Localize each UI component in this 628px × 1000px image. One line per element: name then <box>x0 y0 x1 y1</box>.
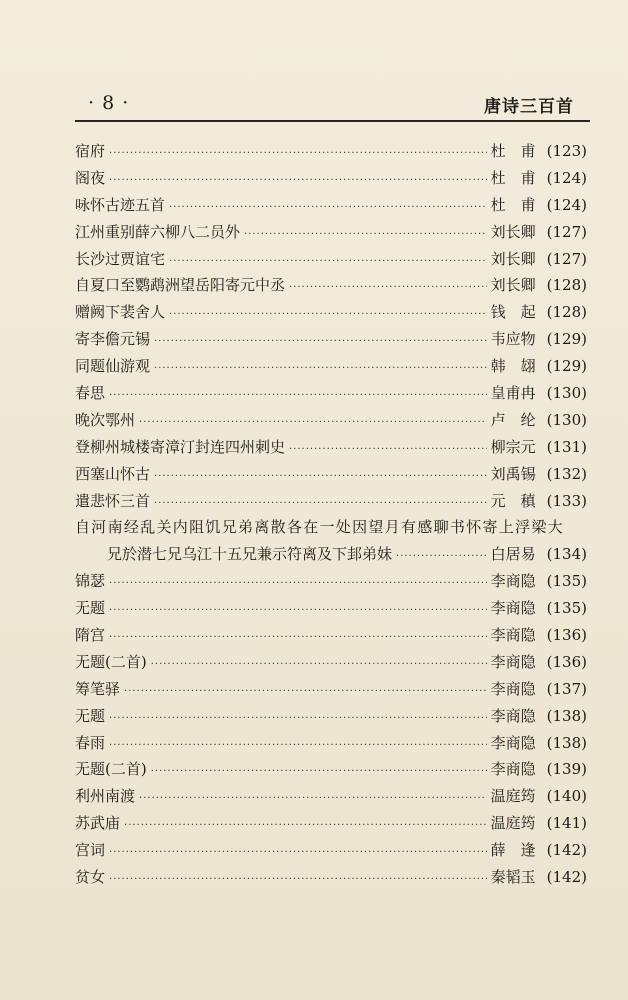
toc-entry <box>75 140 587 167</box>
entry-page: (131) <box>546 437 587 456</box>
entry-author: 李商隐 <box>490 733 536 752</box>
entry-page: (142) <box>546 841 587 860</box>
dot-leader <box>244 229 487 240</box>
entry-title: 锦瑟 <box>75 572 106 591</box>
toc-entry <box>75 651 587 678</box>
entry-author: 李商隐 <box>490 679 536 698</box>
dot-leader <box>109 148 487 159</box>
dot-leader <box>109 740 487 751</box>
toc-entry <box>75 839 587 866</box>
dot-leader <box>154 363 487 374</box>
entry-author: 秦韬玉 <box>490 868 536 887</box>
entry-author: 温庭筠 <box>490 787 536 806</box>
dot-leader <box>289 282 487 293</box>
entry-page: (127) <box>546 222 587 241</box>
entry-title: 西塞山怀古 <box>75 464 151 483</box>
dot-leader <box>154 336 487 347</box>
toc-entry <box>75 758 587 785</box>
entry-author: 皇甫冉 <box>490 384 536 403</box>
entry-page: (129) <box>546 330 587 349</box>
toc-entry-long-line2 <box>75 543 587 570</box>
entry-title: 苏武庙 <box>75 814 121 833</box>
dot-leader <box>169 309 487 320</box>
toc-entry-long-line1 <box>75 516 587 543</box>
toc-entry <box>75 678 587 705</box>
entry-author: 李商隐 <box>490 599 536 618</box>
entry-page: (135) <box>546 572 587 591</box>
entry-page: (138) <box>546 706 587 725</box>
entry-title: 无题 <box>75 706 106 725</box>
entry-page: (124) <box>546 195 587 214</box>
entry-author: 杜 甫 <box>490 195 536 214</box>
toc-entry <box>75 167 587 194</box>
dot-leader <box>154 471 487 482</box>
entry-page: (123) <box>546 142 587 160</box>
toc-entry <box>75 490 587 517</box>
toc-entry <box>75 328 587 355</box>
entry-title: 长沙过贾谊宅 <box>75 249 166 268</box>
entry-page: (136) <box>546 626 587 645</box>
entry-title: 赠阙下裴舍人 <box>75 303 166 322</box>
toc-entry <box>75 812 587 839</box>
dot-leader <box>154 498 487 509</box>
entry-title: 江州重别薛六柳八二员外 <box>75 222 241 241</box>
running-title: 唐诗三百首 <box>484 97 574 117</box>
toc-entry <box>75 221 587 248</box>
entry-title: 春雨 <box>75 733 106 752</box>
dot-leader <box>139 417 487 428</box>
entry-title: 贫女 <box>75 868 106 887</box>
entry-author: 韩 翃 <box>490 357 536 376</box>
entry-title-line1: 自河南经乱关内阻饥兄弟离散各在一处因望月有感聊书怀寄上浮梁大 <box>75 518 565 537</box>
entry-page: (135) <box>546 599 587 618</box>
entry-author: 刘禹锡 <box>490 464 536 483</box>
entry-page: (137) <box>546 679 587 698</box>
toc-entry <box>75 866 587 893</box>
dot-leader <box>124 686 487 697</box>
entry-author: 元 稹 <box>490 491 536 510</box>
entry-author: 刘长卿 <box>490 222 536 241</box>
entry-page: (128) <box>546 276 587 295</box>
entry-page: (130) <box>546 384 587 403</box>
dot-leader <box>151 659 487 670</box>
entry-page: (134) <box>546 545 587 564</box>
toc-entry <box>75 463 587 490</box>
entry-author: 杜 甫 <box>490 168 536 187</box>
entry-page: (136) <box>546 652 587 671</box>
entry-title: 无题(二首) <box>75 760 147 779</box>
toc-entry <box>75 570 587 597</box>
toc-entry <box>75 382 587 409</box>
dot-leader <box>109 632 487 643</box>
entry-title: 宫词 <box>75 841 106 860</box>
entry-page: (133) <box>546 491 587 510</box>
toc-entry <box>75 624 587 651</box>
entry-author: 刘长卿 <box>490 276 536 295</box>
entry-page: (140) <box>546 787 587 806</box>
toc-entry <box>75 436 587 463</box>
entry-author: 钱 起 <box>490 303 536 322</box>
entry-page: (132) <box>546 464 587 483</box>
toc-entry <box>75 194 587 221</box>
dot-leader <box>109 874 487 885</box>
dot-leader <box>139 793 487 804</box>
toc-entry <box>75 301 587 328</box>
entry-title: 晚次鄂州 <box>75 410 136 429</box>
toc-entry <box>75 409 587 436</box>
dot-leader <box>109 847 487 858</box>
entry-title: 自夏口至鹦鹉洲望岳阳寄元中丞 <box>75 276 286 295</box>
entry-author: 白居易 <box>490 545 536 564</box>
page-header <box>75 92 590 118</box>
entry-author: 李商隐 <box>490 572 536 591</box>
dot-leader <box>396 551 487 562</box>
page-number: · 8 · <box>88 92 130 114</box>
dot-leader <box>109 578 487 589</box>
dot-leader <box>109 175 487 186</box>
header-rule <box>75 120 590 122</box>
entry-page: (138) <box>546 733 587 752</box>
entry-title: 咏怀古迹五首 <box>75 195 166 214</box>
dot-leader <box>109 713 487 724</box>
entry-title: 宿府 <box>75 142 106 160</box>
dot-leader <box>169 256 487 267</box>
entry-author: 李商隐 <box>490 626 536 645</box>
entry-page: (127) <box>546 249 587 268</box>
entry-page: (128) <box>546 303 587 322</box>
entry-author: 杜 甫 <box>490 142 536 160</box>
toc-entry <box>75 597 587 624</box>
entry-author: 柳宗元 <box>490 437 536 456</box>
entry-author: 李商隐 <box>490 652 536 671</box>
toc-entry <box>75 705 587 732</box>
entry-title: 无题 <box>75 599 106 618</box>
toc-entry <box>75 355 587 382</box>
entry-title: 寄李儋元锡 <box>75 330 151 349</box>
entry-page: (139) <box>546 760 587 779</box>
toc-entry <box>75 732 587 759</box>
dot-leader <box>151 766 487 777</box>
entry-author: 李商隐 <box>490 760 536 779</box>
entry-title: 登柳州城楼寄漳汀封连四州刺史 <box>75 437 286 456</box>
entry-title: 筹笔驿 <box>75 679 121 698</box>
dot-leader <box>109 390 487 401</box>
entry-page: (124) <box>546 168 587 187</box>
toc-entry <box>75 785 587 812</box>
entry-author: 刘长卿 <box>490 249 536 268</box>
entry-title-line2: 兄於潜七兄乌江十五兄兼示符离及下邽弟妹 <box>107 545 393 564</box>
entry-page: (129) <box>546 357 587 376</box>
entry-title: 同题仙游观 <box>75 357 151 376</box>
entry-author: 卢 纶 <box>490 410 536 429</box>
toc-entry <box>75 248 587 275</box>
entry-title: 无题(二首) <box>75 652 147 671</box>
table-of-contents <box>75 140 587 893</box>
entry-title: 隋宫 <box>75 626 106 645</box>
entry-title: 遣悲怀三首 <box>75 491 151 510</box>
entry-title: 春思 <box>75 384 106 403</box>
entry-title: 阁夜 <box>75 168 106 187</box>
toc-entry <box>75 274 587 301</box>
entry-page: (141) <box>546 814 587 833</box>
entry-page: (142) <box>546 868 587 887</box>
entry-author: 韦应物 <box>490 330 536 349</box>
entry-author: 李商隐 <box>490 706 536 725</box>
entry-author: 温庭筠 <box>490 814 536 833</box>
dot-leader <box>289 444 487 455</box>
entry-author: 薛 逢 <box>490 841 536 860</box>
dot-leader <box>109 605 487 616</box>
entry-title: 利州南渡 <box>75 787 136 806</box>
entry-page: (130) <box>546 410 587 429</box>
dot-leader <box>169 202 487 213</box>
dot-leader <box>124 820 487 831</box>
